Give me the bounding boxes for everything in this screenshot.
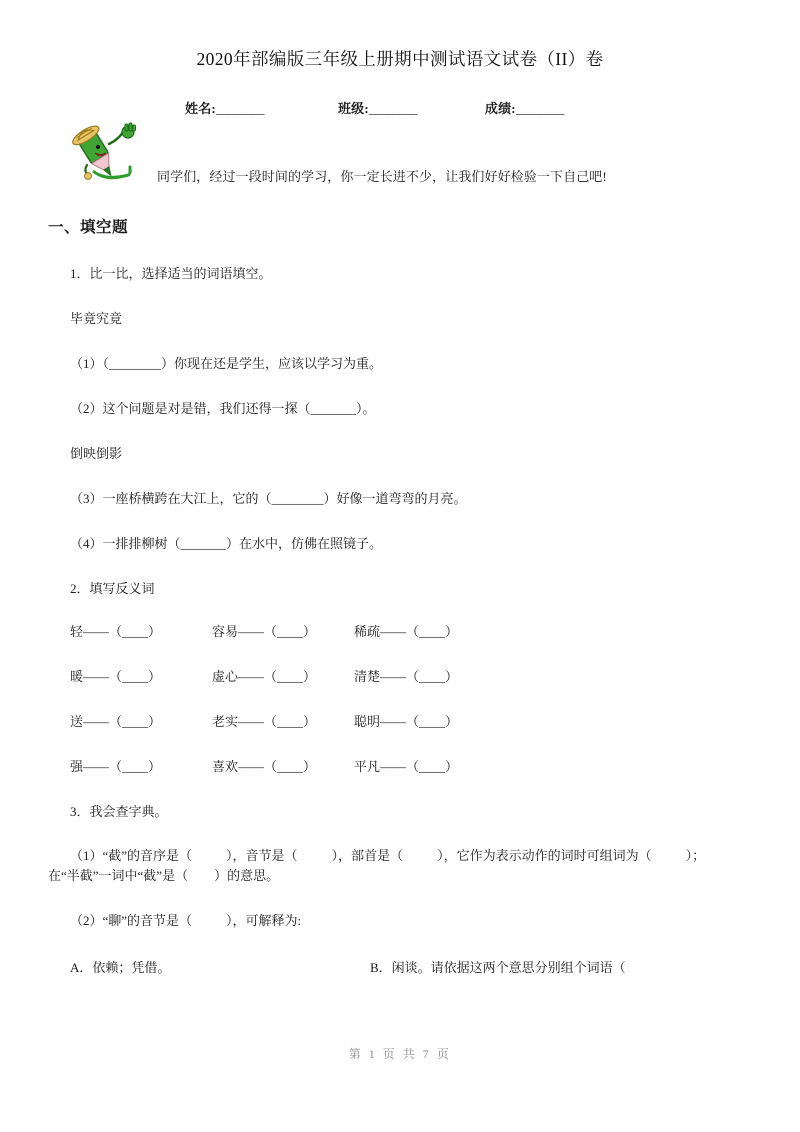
- antonym-item[interactable]: 容易——（____）: [212, 624, 317, 639]
- student-score-label: 成绩:: [484, 101, 516, 116]
- antonym-grid: [0, 621, 800, 775]
- question-1-text: 比一比，选择适当的词语填空。: [89, 266, 272, 281]
- dict-part-d: ），它作为表示动作的词时可组词为（: [437, 848, 652, 863]
- student-info-row: [0, 98, 800, 117]
- option-a[interactable]: A．依赖；凭借。: [70, 959, 171, 975]
- dict-part-b: ），音节是（: [226, 848, 298, 863]
- question-3-item-2[interactable]: [0, 911, 800, 931]
- dict-part-c: ），部首是（: [331, 848, 404, 863]
- antonym-item[interactable]: 虚心——（____）: [212, 669, 317, 684]
- question-3-options: [0, 957, 800, 976]
- question-1-item-4[interactable]: （4）一排排柳树（_______）在水中，仿佛在照镜子。: [70, 536, 383, 551]
- question-2-text: 填写反义词: [89, 581, 155, 596]
- dict2-part-b: ），可解释为:: [226, 913, 302, 928]
- page-number-text: 第 1 页 共 7 页: [348, 1047, 452, 1061]
- antonym-item[interactable]: 老实——（____）: [212, 714, 317, 729]
- dict-part-a: （1）“截”的音序是（: [70, 848, 193, 863]
- antonym-item[interactable]: 清楚——（____）: [354, 669, 459, 684]
- pencil-mascot-icon: [68, 120, 146, 182]
- antonym-row: [70, 711, 800, 730]
- student-name-label: 姓名:: [185, 101, 216, 116]
- student-name-field[interactable]: [185, 98, 264, 117]
- question-3-text: 我会查字典。: [89, 804, 168, 819]
- page-footer: [0, 1045, 800, 1062]
- question-3-stem: [0, 801, 800, 820]
- question-1-item-1[interactable]: （1）（________）你现在还是学生，应该以学习为重。: [70, 356, 383, 371]
- question-1-item-2[interactable]: （2）这个问题是对是错，我们还得一探（_______）。: [70, 401, 376, 416]
- student-score-field[interactable]: [485, 98, 564, 117]
- dict2-part-a: （2）“聊”的音节是（: [70, 913, 193, 928]
- antonym-item[interactable]: 平凡——（____）: [354, 759, 459, 774]
- option-b[interactable]: B．闲谈。请依据这两个意思分别组个词语（: [370, 959, 626, 975]
- question-3-number: 3．: [70, 804, 90, 819]
- question-1-stem: [0, 263, 800, 282]
- question-1-item-3[interactable]: （3）一座桥横跨在大江上，它的（________）好像一道弯弯的月亮。: [70, 491, 467, 506]
- antonym-item[interactable]: 聪明——（____）: [354, 714, 459, 729]
- question-2-stem: [0, 578, 800, 597]
- dict-part-e: ）；: [685, 848, 706, 863]
- student-score-blank: ________: [515, 101, 564, 116]
- greeting-text: 同学们，经过一段时间的学习，你一定长进不少，让我们好好检验一下自己吧!: [157, 169, 607, 184]
- option-row: [48, 957, 778, 976]
- antonym-item[interactable]: 送——（____）: [70, 714, 162, 729]
- dict-line2-a: 在“半截”一词中“截”是（: [48, 867, 189, 883]
- student-name-blank: ________: [215, 101, 264, 116]
- page-title: 2020年部编版三年级上册期中测试语文试卷（II）卷: [196, 49, 604, 69]
- question-1-word-pair-1: 毕竟究竟: [70, 311, 123, 326]
- question-1-word-pair-2: 倒映倒影: [70, 446, 123, 461]
- antonym-item[interactable]: 暖——（____）: [70, 669, 162, 684]
- dict-line2-b: ）的意思。: [214, 867, 280, 883]
- antonym-item[interactable]: 轻——（____）: [70, 624, 162, 639]
- question-3-item-2-line: [48, 911, 778, 931]
- student-class-blank: ________: [368, 101, 417, 116]
- antonym-item[interactable]: 稀疏——（____）: [354, 624, 459, 639]
- question-1-number: 1．: [70, 266, 90, 281]
- student-class-field[interactable]: [338, 98, 417, 117]
- antonym-row: [70, 621, 800, 640]
- antonym-item[interactable]: 喜欢——（____）: [212, 759, 317, 774]
- question-3-item-1-line2: [48, 866, 778, 886]
- question-3-item-1[interactable]: [0, 846, 800, 885]
- antonym-item[interactable]: 强——（____）: [70, 759, 162, 774]
- question-3-item-1-line: [48, 846, 778, 866]
- student-class-label: 班级:: [337, 101, 369, 116]
- section-heading-1: 一、填空题: [48, 219, 129, 236]
- antonym-row: [70, 756, 800, 775]
- question-2-number: 2．: [70, 581, 90, 596]
- antonym-row: [70, 666, 800, 685]
